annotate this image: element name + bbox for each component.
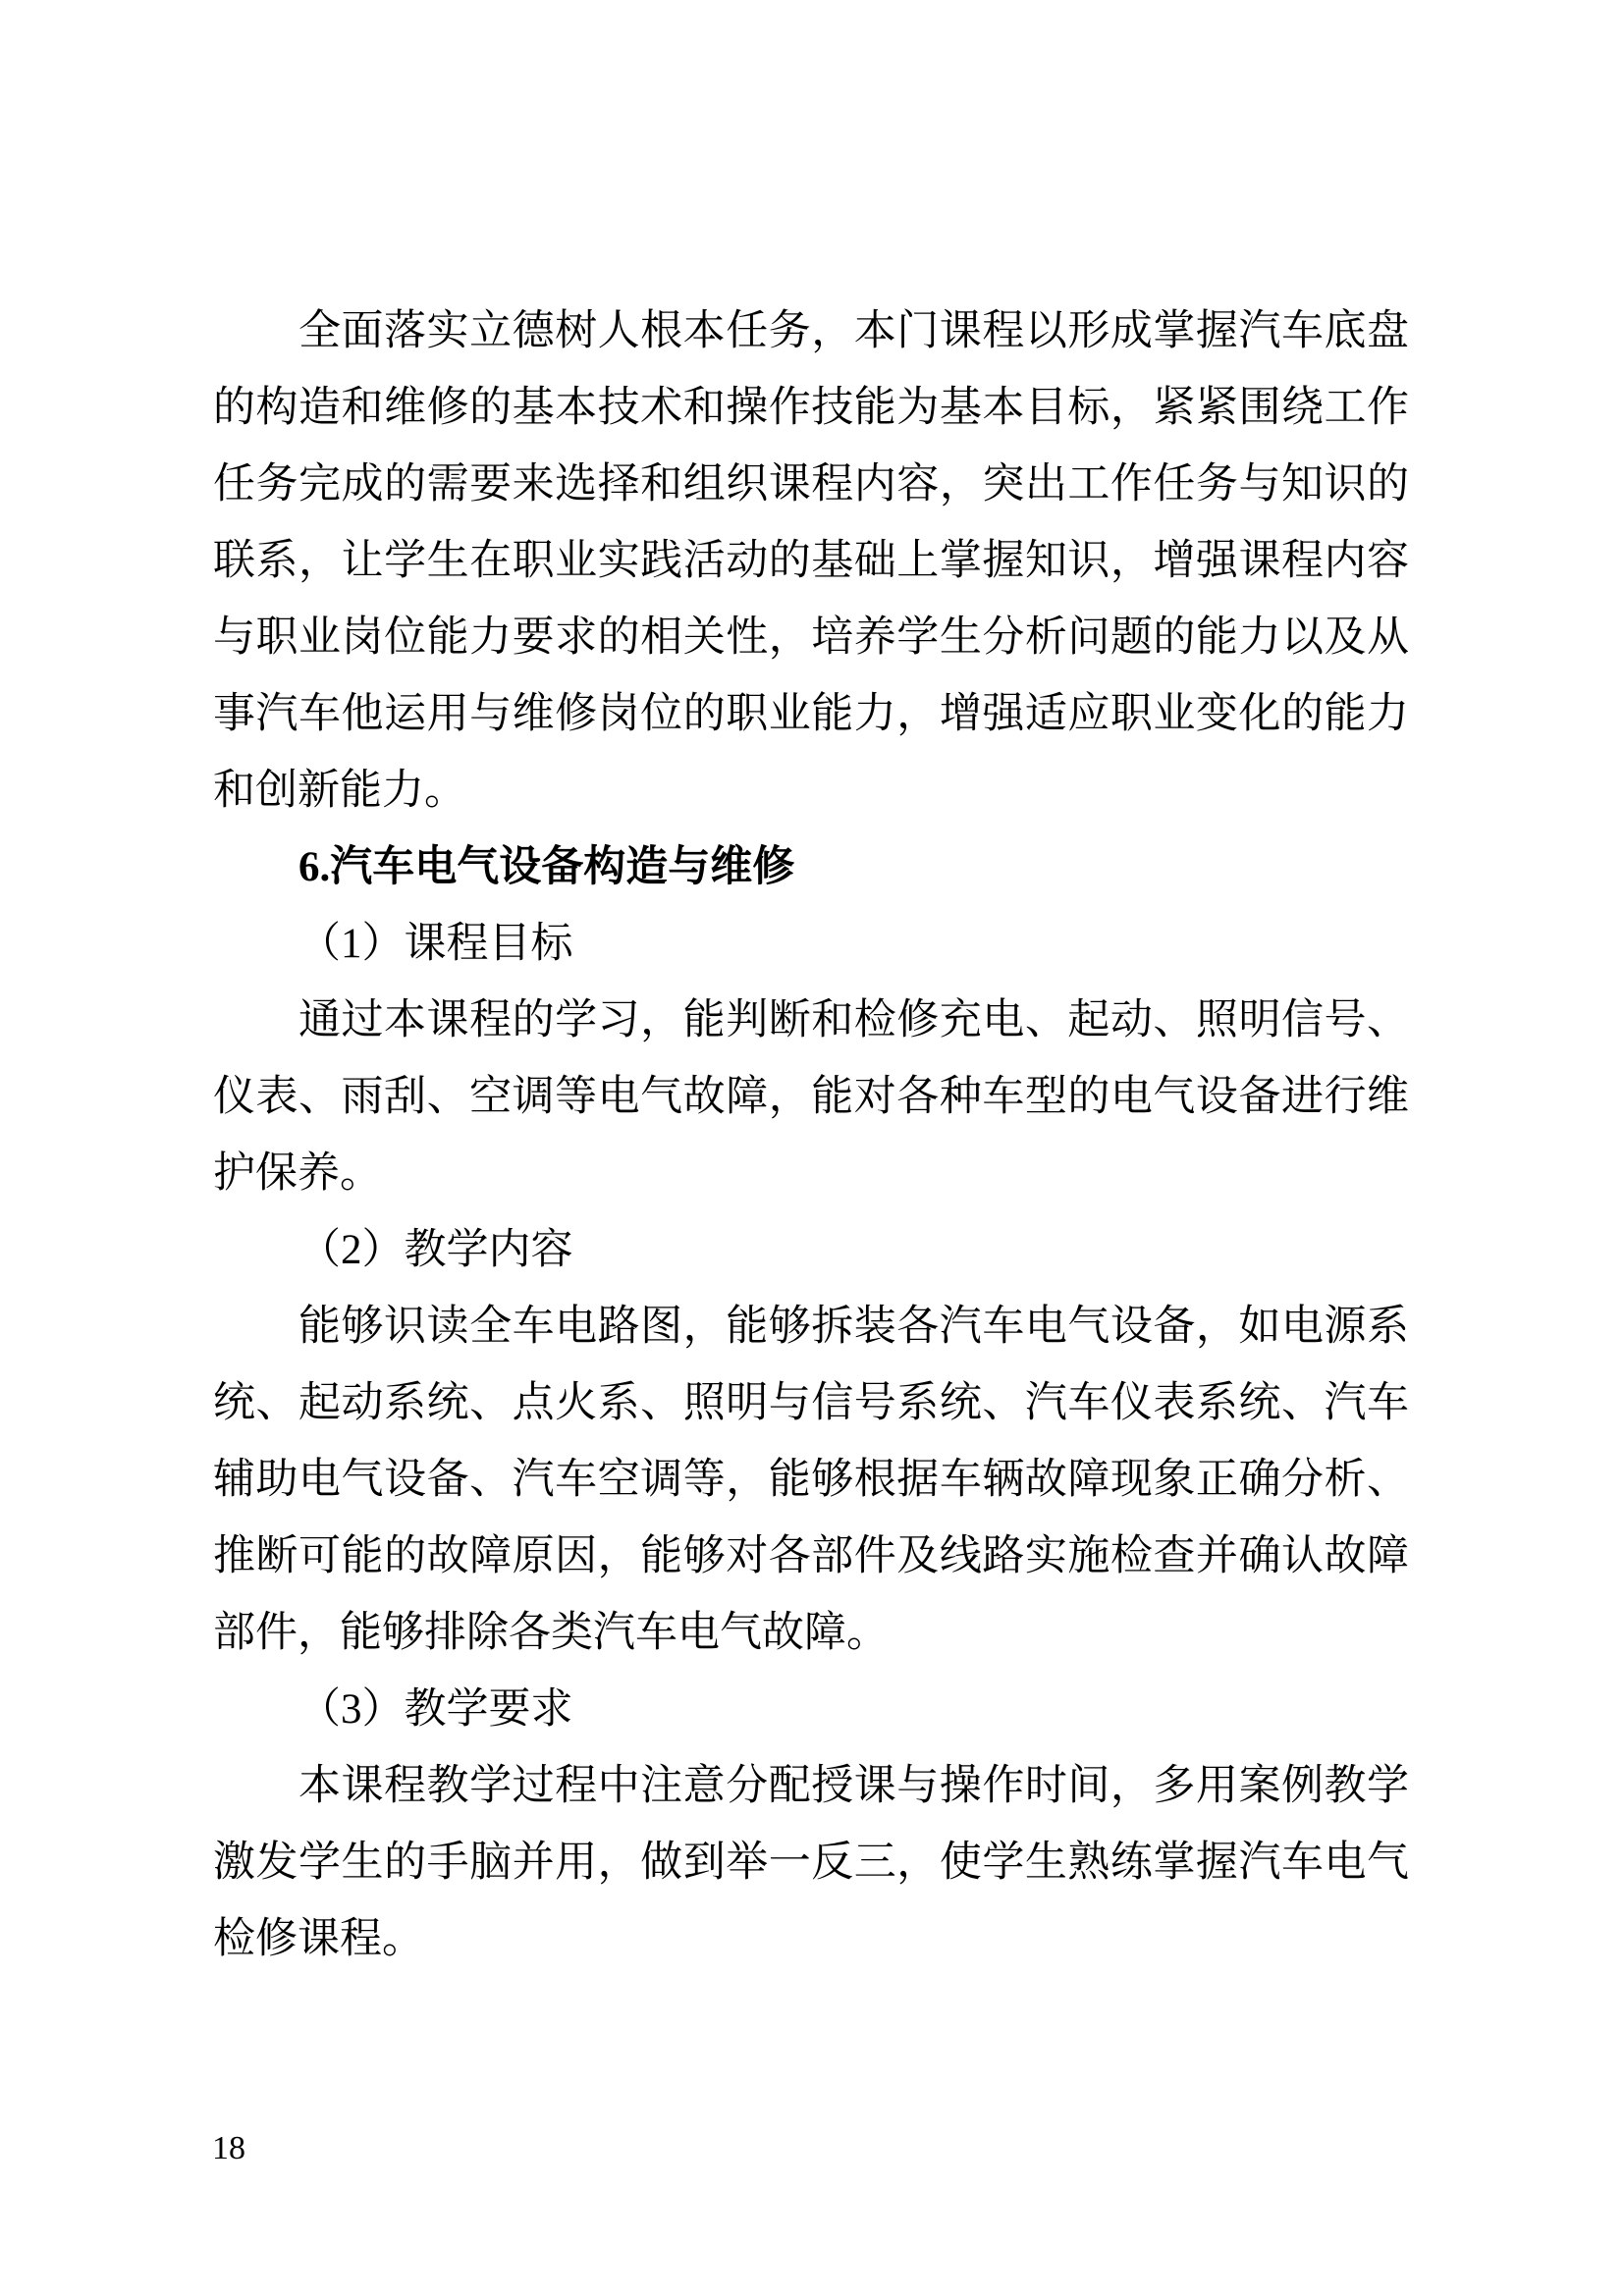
subheading-teaching-requirements: （3）教学要求 — [298, 1686, 573, 1733]
paragraph-line: 仪表、雨刮、空调等电气故障，能对各种车型的电气设备进行维 — [213, 1074, 1409, 1120]
paragraph-line: 与职业岗位能力要求的相关性，培养学生分析问题的能力以及从 — [213, 614, 1409, 661]
paragraph-line: 本课程教学过程中注意分配授课与操作时间，多用案例教学 — [298, 1763, 1409, 1809]
paragraph-line: 全面落实立德树人根本任务，本门课程以形成掌握汽车底盘 — [298, 308, 1409, 354]
paragraph-line: 检修课程。 — [213, 1916, 424, 1962]
paragraph-line: 统、起动系统、点火系、照明与信号系统、汽车仪表系统、汽车 — [213, 1380, 1409, 1426]
paragraph-line: 的构造和维修的基本技术和操作技能为基本目标，紧紧围绕工作 — [213, 385, 1409, 431]
paragraph-line: 推断可能的故障原因，能够对各部件及线路实施检查并确认故障 — [213, 1533, 1409, 1579]
page-number: 18 — [212, 2130, 245, 2166]
paragraph-line: 通过本课程的学习，能判断和检修充电、起动、照明信号、 — [298, 997, 1409, 1043]
text-body — [213, 294, 1409, 1978]
paragraph-line: 能够识读全车电路图，能够拆装各汽车电气设备，如电源系 — [298, 1304, 1409, 1350]
paragraph-line: 事汽车他运用与维修岗位的职业能力，增强适应职业变化的能力 — [213, 691, 1409, 737]
paragraph-line: 部件，能够排除各类汽车电气故障。 — [213, 1610, 889, 1656]
paragraph-line: 和创新能力。 — [213, 768, 466, 814]
paragraph-line: 联系，让学生在职业实践活动的基础上掌握知识，增强课程内容 — [213, 538, 1409, 584]
subheading-teaching-content: （2）教学内容 — [298, 1227, 573, 1273]
paragraph-line: 护保养。 — [213, 1150, 382, 1197]
paragraph-line: 辅助电气设备、汽车空调等，能够根据车辆故障现象正确分析、 — [213, 1457, 1409, 1503]
paragraph-line: 任务完成的需要来选择和组织课程内容，突出工作任务与知识的 — [213, 461, 1409, 507]
subheading-course-objectives: （1）课程目标 — [298, 921, 573, 967]
paragraph-line: 激发学生的手脑并用，做到举一反三，使学生熟练掌握汽车电气 — [213, 1840, 1409, 1886]
section-6-heading: 6.汽车电气设备构造与维修 — [298, 844, 795, 890]
